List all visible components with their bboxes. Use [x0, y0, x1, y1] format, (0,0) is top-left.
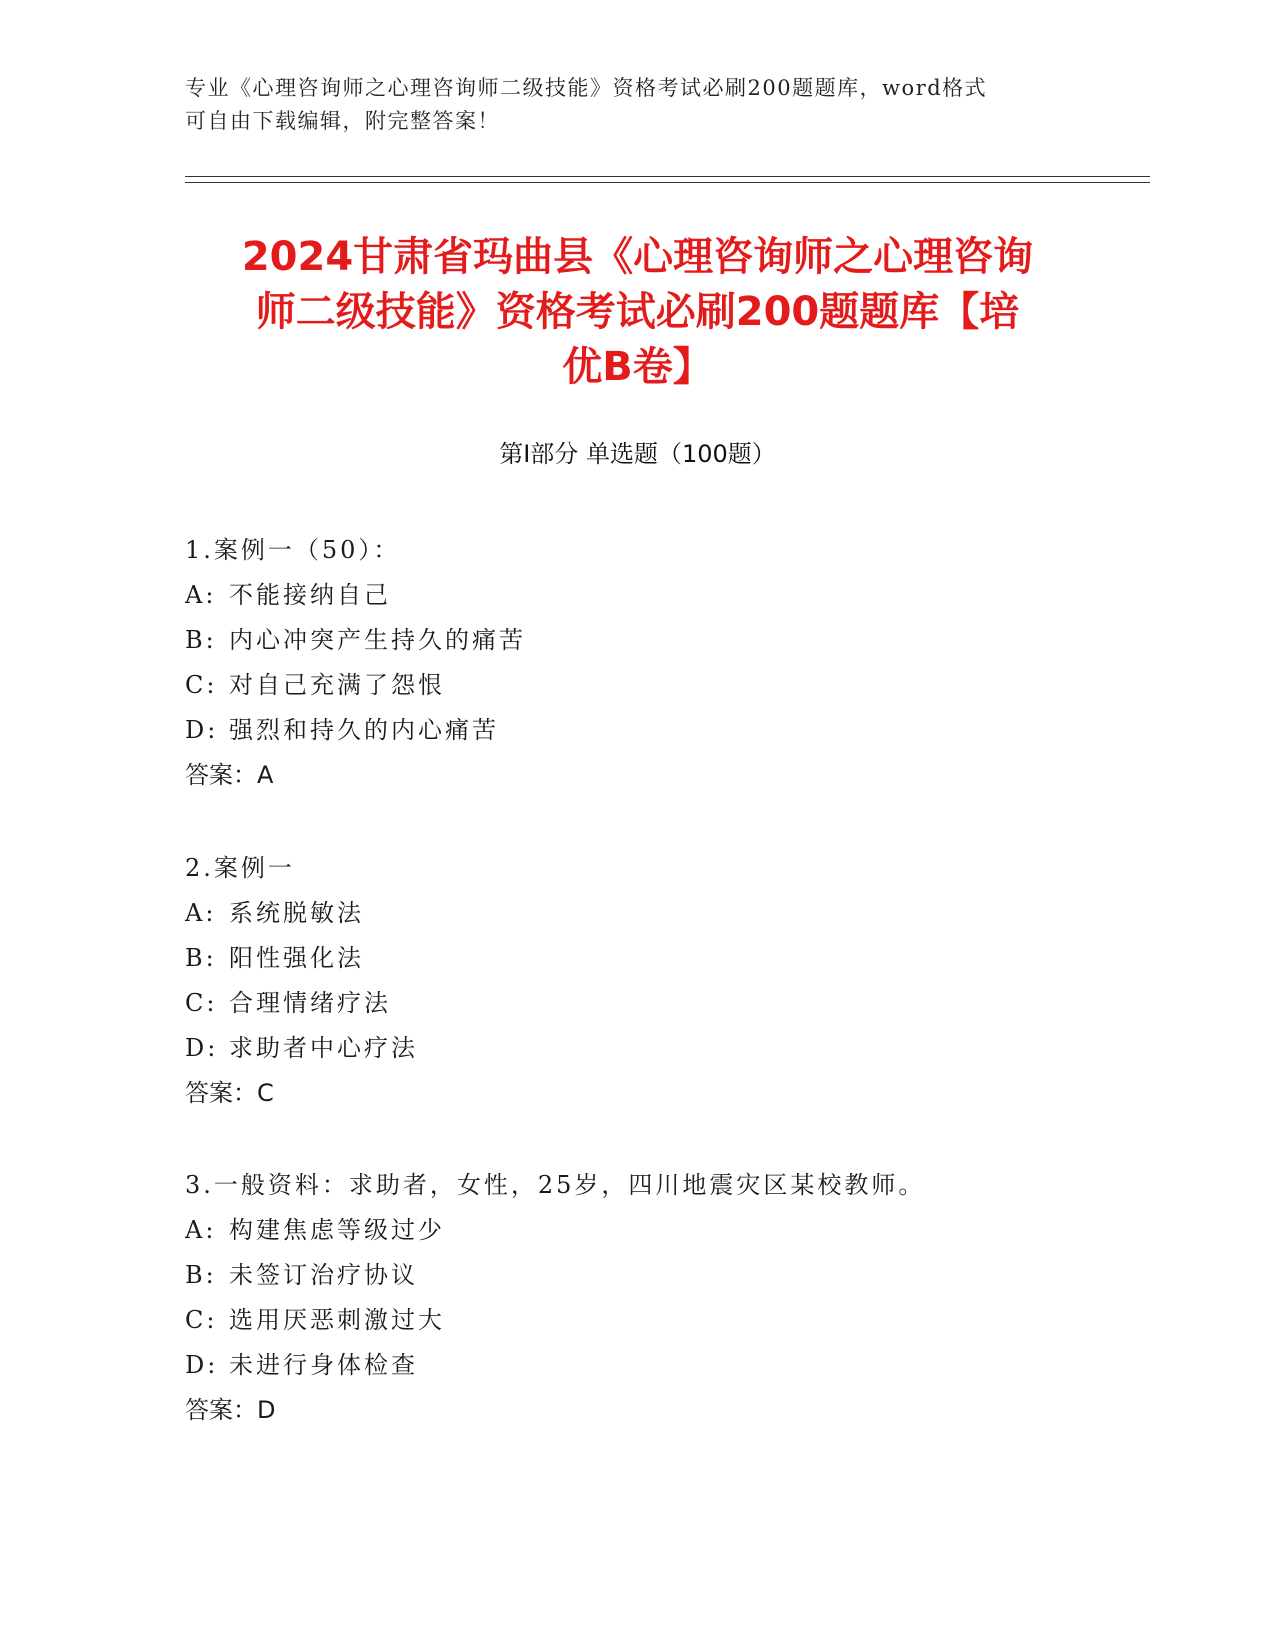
- question-stem: 1.案例一（50）：: [185, 536, 401, 564]
- option-text: 构建焦虑等级过少: [229, 1216, 445, 1244]
- answer-line: 答案：C: [185, 1079, 274, 1107]
- header-divider-bottom: [185, 182, 1150, 183]
- document-title-line-3: 优B卷】: [562, 344, 713, 390]
- option-text: 选用厌恶刺激过大: [229, 1306, 445, 1334]
- option-text: 系统脱敏法: [229, 899, 364, 927]
- option-a: [185, 573, 1085, 618]
- question-1: [185, 528, 1085, 798]
- option-d: [185, 1026, 1085, 1071]
- option-text: 合理情绪疗法: [229, 989, 391, 1017]
- option-letter: B:: [185, 1261, 217, 1289]
- option-letter: B:: [185, 626, 217, 654]
- option-letter: D:: [185, 716, 219, 744]
- option-text: 未进行身体检查: [229, 1351, 418, 1379]
- option-d: [185, 1343, 1085, 1388]
- option-c: [185, 663, 1085, 708]
- header-note: [185, 72, 1085, 138]
- question-2: [185, 846, 1085, 1116]
- option-letter: A:: [185, 1216, 217, 1244]
- section-heading: 第I部分 单选题（100题）: [499, 440, 776, 468]
- option-letter: D:: [185, 1034, 219, 1062]
- option-text: 求助者中心疗法: [229, 1034, 418, 1062]
- option-text: 未签订治疗协议: [229, 1261, 418, 1289]
- option-text: 阳性强化法: [229, 944, 364, 972]
- option-a: [185, 1208, 1085, 1253]
- option-letter: A:: [185, 581, 217, 609]
- question-3: [185, 1163, 1085, 1433]
- header-note-line-1: 专业《心理咨询师之心理咨询师二级技能》资格考试必刷200题题库，word格式: [185, 76, 988, 100]
- option-letter: C:: [185, 671, 218, 699]
- option-b: [185, 936, 1085, 981]
- document-title-line-1: 2024甘肃省玛曲县《心理咨询师之心理咨询: [241, 234, 1034, 280]
- option-letter: C:: [185, 1306, 218, 1334]
- option-b: [185, 618, 1085, 663]
- option-letter: A:: [185, 899, 217, 927]
- question-stem: 2.案例一: [185, 854, 295, 882]
- option-a: [185, 891, 1085, 936]
- header-note-line-2: 可自由下载编辑，附完整答案！: [185, 109, 500, 133]
- document-title-line-2: 师二级技能》资格考试必刷200题题库【培: [255, 289, 1020, 335]
- option-text: 对自己充满了怨恨: [229, 671, 445, 699]
- option-c: [185, 981, 1085, 1026]
- option-letter: B:: [185, 944, 217, 972]
- header-divider-top: [185, 176, 1150, 177]
- question-stem: 3.一般资料：求助者，女性，25岁，四川地震灾区某校教师。: [185, 1171, 926, 1199]
- answer-line: 答案：D: [185, 1396, 276, 1424]
- option-letter: C:: [185, 989, 218, 1017]
- option-letter: D:: [185, 1351, 219, 1379]
- answer-line: 答案：A: [185, 761, 274, 789]
- option-d: [185, 708, 1085, 753]
- option-text: 不能接纳自己: [229, 581, 391, 609]
- document-title: [185, 230, 1090, 395]
- option-c: [185, 1298, 1085, 1343]
- option-b: [185, 1253, 1085, 1298]
- option-text: 强烈和持久的内心痛苦: [229, 716, 499, 744]
- option-text: 内心冲突产生持久的痛苦: [229, 626, 526, 654]
